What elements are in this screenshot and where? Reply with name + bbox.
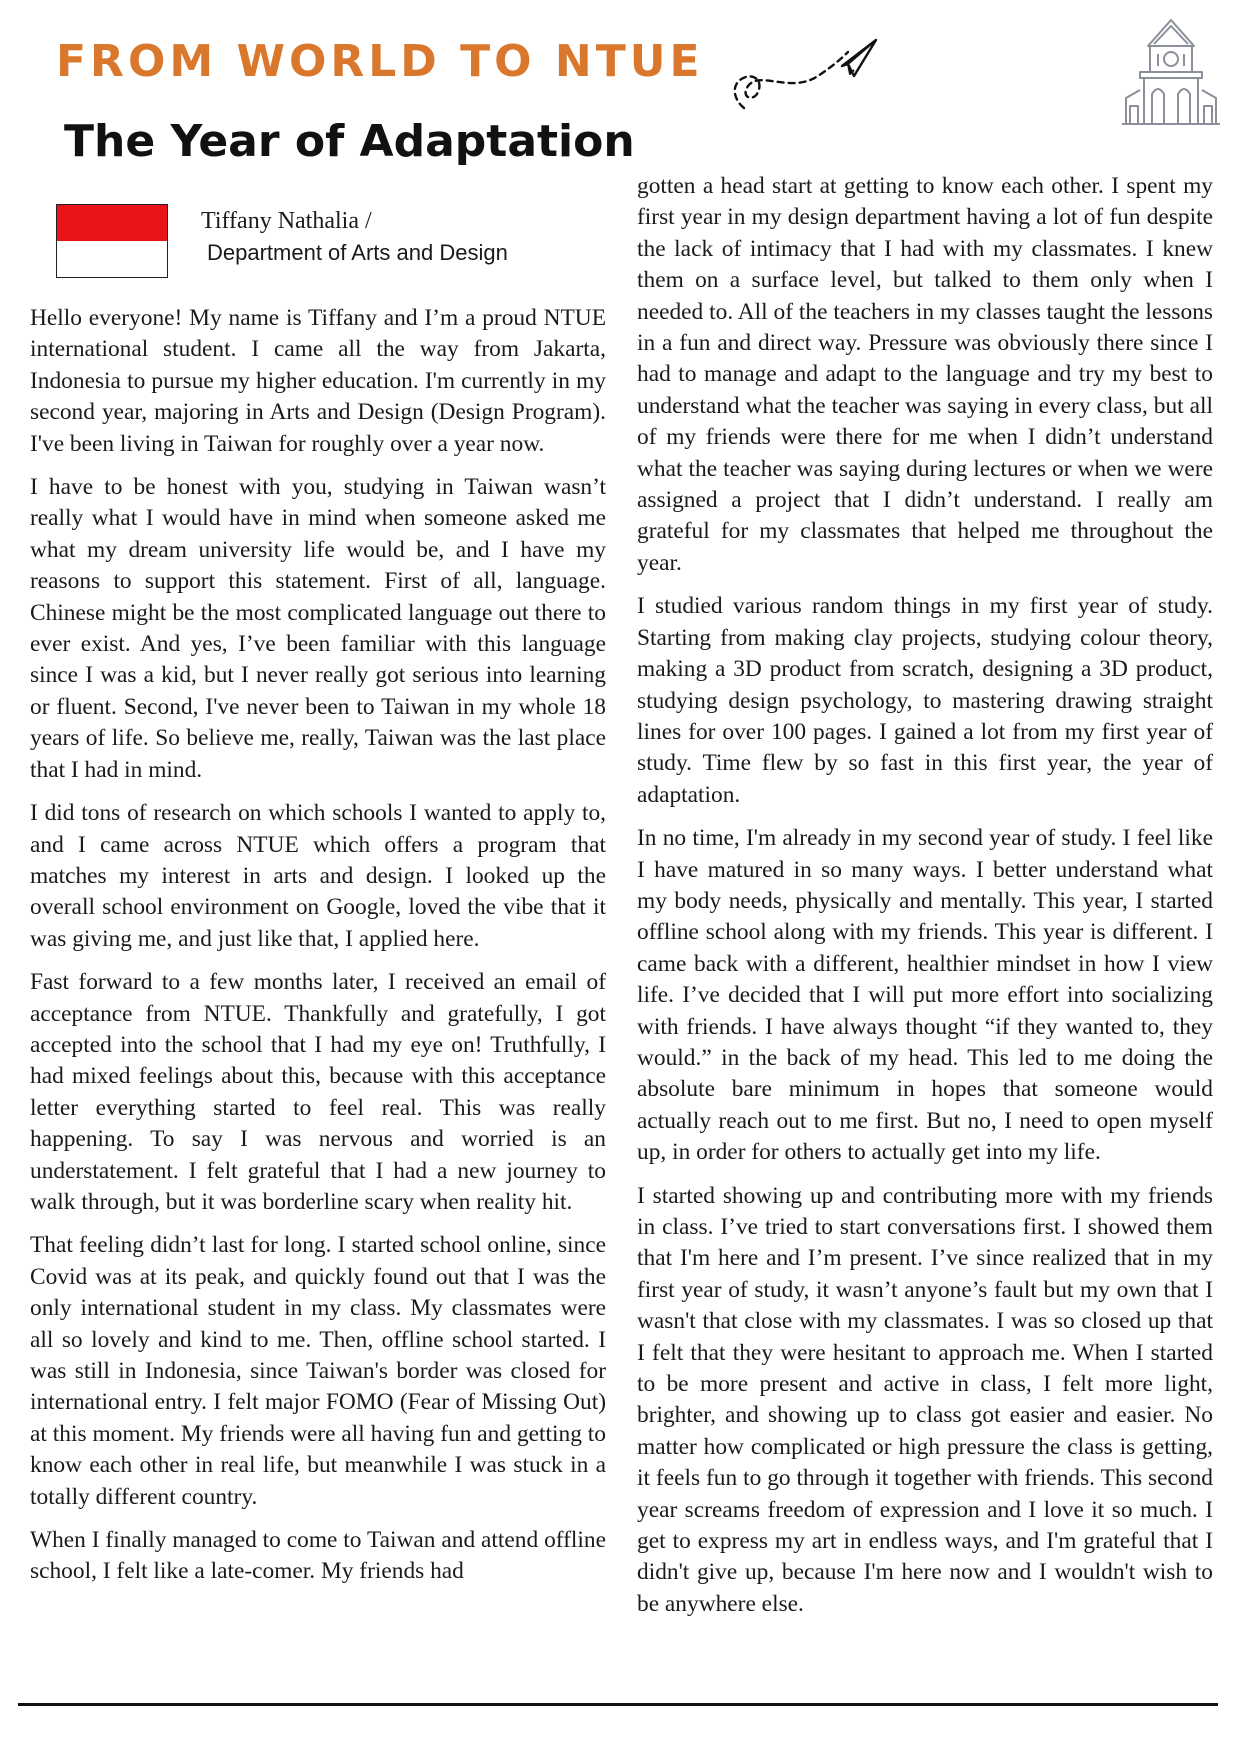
author-department: Department of Arts and Design [207,240,508,265]
paragraph: That feeling didn’t last for long. I started school online, since Covid was at its peak, and quickly found out that I was the only international student in my class. My classmates were all so lovely and kind to me. Then, offline school started. I was still in Indonesia, since Taiwan's border was closed for international entry. I felt major FOMO (Fear of Missing Out) at this moment. My friends were all having fun and getting to know each other in real life, but meanwhile I was stuck in a totally different country. [30,1232,606,1510]
paragraph: I did tons of research on which schools I wanted to apply to, and I came across NTUE which offers a program that matches my interest in arts and design. I looked up the overall school environment on Google, loved the vibe that it was giving me, and just like that, I applied here. [30,800,606,952]
paragraph: I started showing up and contributing more with my friends in class. I’ve tried to start conversations first. I showed them that I'm here and I’m present. I’ve since realized that in my first year of study, it wasn’t anyone’s fault but my own that I wasn't that close with my classmates. I was so closed up that I felt that they were hesitant to approach me. When I started to be more present and active in class, I felt more light, brighter, and showing up to class got easier and easier. No matter how complicated or high pressure the class is getting, it feels fun to go through it together with friends. This second year screams freedom of expression and I love it so much. I get to express my art in endless ways, and I'm grateful that I didn't give up, because I'm here now and I wouldn't wish to be anywhere else. [637,1182,1213,1617]
paragraph: Hello everyone! My name is Tiffany and I’m a proud NTUE international student. I came all the way from Jakarta, Indonesia to pursue my higher education. I'm currently in my second year, majoring in Arts and Design (Design Program). I've been living in Taiwan for roughly over a year now. [30,305,606,457]
article-title: The Year of Adaptation [64,116,635,167]
indonesia-flag [56,204,168,278]
paper-plane-icon [730,36,880,118]
author-name: Tiffany Nathalia / [201,208,372,234]
paragraph: When I finally managed to come to Taiwan and attend offline school, I felt like a late-comer. My friends had [30,1527,606,1585]
paragraph: I have to be honest with you, studying in Taiwan wasn’t really what I would have in mind when someone asked me what my dream university life would be, and I have my reasons to support this statement. First of all, language. Chinese might be the most complicated language out there to ever exist. And yes, I’ve been familiar with this language since I was a kid, but I never really got serious into learning or fluent. Second, I've never been to Taiwan in my whole 18 years of life. So believe me, really, Taiwan was the last place that I had in mind. [30,474,606,783]
tower-logo-icon [1118,14,1224,128]
flag-white-stripe [57,241,167,277]
flag-red-stripe [57,205,167,241]
paragraph: I studied various random things in my first year of study. Starting from making clay projects, studying colour theory, making a 3D product from scratch, designing a 3D product, studying design psychology, to mastering drawing straight lines for over 100 pages. I gained a lot from my first year of study. Time flew by so fast in this first year, the year of adaptation. [637,593,1213,808]
paragraph: In no time, I'm already in my second year of study. I feel like I have matured in so many ways. I better understand what my body needs, physically and mentally. This year, I started offline school along with my friends. This year is different. I came back with a different, healthier mindset in how I view life. I’ve decided that I will put more effort into socializing with friends. I have always thought “if they wanted to, they would.” in the back of my head. This led to me doing the absolute bare minimum in hopes that someone would actually reach out to me first. But no, I need to open myself up, in order for others to actually get into my life. [637,825,1213,1166]
paragraph: gotten a head start at getting to know each other. I spent my first year in my design department having a lot of fun despite the lack of intimacy that I had with my classmates. I knew them on a surface level, but talked to them only when I needed to. All of the teachers in my classes taught the lessons in a fun and direct way. Pressure was obviously there since I had to manage and adapt to the language and try my best to understand what the teacher was saying in every class, but all of my friends were there for me when I didn’t understand what the teacher was saying during lectures or when we were assigned a project that I didn’t understand. I really am grateful for my classmates that helped me throughout the year. [637,173,1213,576]
footer-divider [18,1703,1218,1706]
paragraph: Fast forward to a few months later, I received an email of acceptance from NTUE. Thankfully and gratefully, I got accepted into the school that I had my eye on! Truthfully, I had mixed feelings about this, because with this acceptance letter everything started to feel real. This was really happening. To say I was nervous and worried is an understatement. I felt grateful that I had a new journey to walk through, but it was borderline scary when reality hit. [30,969,606,1215]
article-column-right [637,171,1213,1632]
series-title: FROM WORLD TO NTUE [56,36,704,87]
article-column-left [30,303,606,1600]
